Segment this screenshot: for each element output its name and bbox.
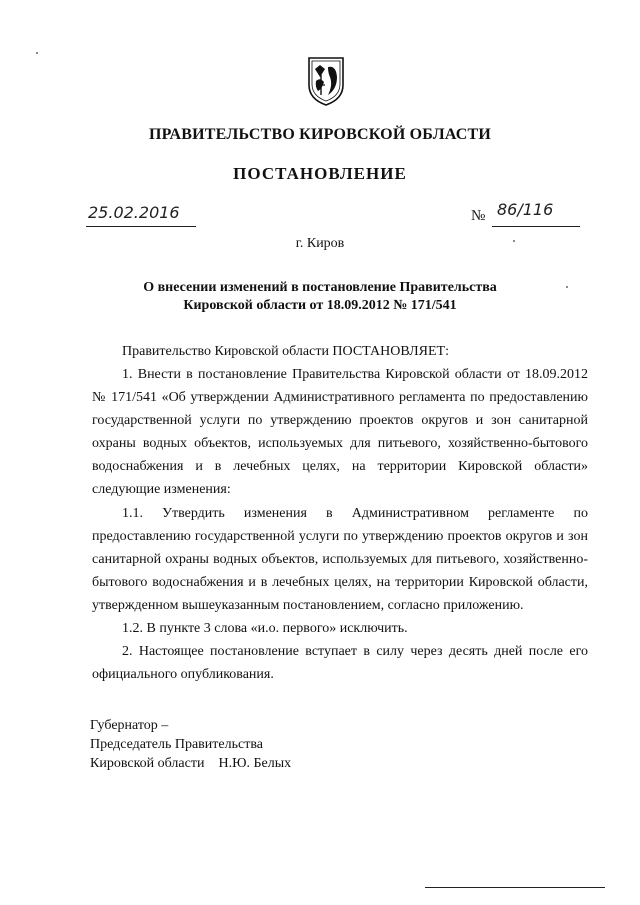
body-item-2: 2. Настоящее постановление вступает в силу через десять дней после его официального опубликования. [92,644,588,682]
footer-rule [425,887,605,888]
number-label: № [471,208,486,224]
body-intro: Правительство Кировской области ПОСТАНОВЛЯЕТ: [122,344,449,359]
scan-speck [566,286,568,288]
document-title [0,279,640,315]
signature-region: Кировской области [90,756,205,771]
scan-speck [36,52,38,54]
signature-title-3 [90,754,291,773]
body-item-1-2: 1.2. В пункте 3 слова «и.о. первого» исключить. [122,621,408,636]
document-body [92,340,588,686]
body-item-1: 1. Внести в постановление Правительства Кировской области от 18.09.2012 № 171/541 «Об утверждении Административного регламента по предоставлению государственной услуги по утверждению проектов округов и зон санитарной охраны водных объектов, используемых для питьевого, хозяйственно-бытового водоснабжения и в лечебных целях, на территории Кировской области» следующие изменения: [92,367,588,497]
scan-speck [513,240,515,242]
organization-name: ПРАВИТЕЛЬСТВО КИРОВСКОЙ ОБЛАСТИ [148,126,492,143]
signature-title-1: Губернатор – [90,718,169,733]
body-item-1-1: 1.1. Утвердить изменения в Административном регламенте по предоставлению государственной услуги по утверждению проектов округов и зон санитарной охраны водных объектов, используемых для питьевого, хозяйственно-бытового водоснабжения и в лечебных целях, на территории Кировской области, утвержденном вышеуказанным постановлением, согласно приложению. [92,506,588,613]
city-name: г. Киров [295,236,345,251]
document-title-line-2: Кировской области от 18.09.2012 № 171/541 [183,298,457,313]
signer-name: Н.Ю. Белых [218,756,292,771]
handwritten-date: 25.02.2016 [88,203,180,222]
kirov-oblast-coat-of-arms-icon [306,55,346,107]
signature-block [90,716,291,773]
signature-title-2: Председатель Правительства [90,737,263,752]
document-type: ПОСТАНОВЛЕНИЕ [233,164,407,183]
document-title-line-1: О внесении изменений в постановление Правительства [143,280,497,295]
handwritten-number: 86/116 [497,200,554,219]
